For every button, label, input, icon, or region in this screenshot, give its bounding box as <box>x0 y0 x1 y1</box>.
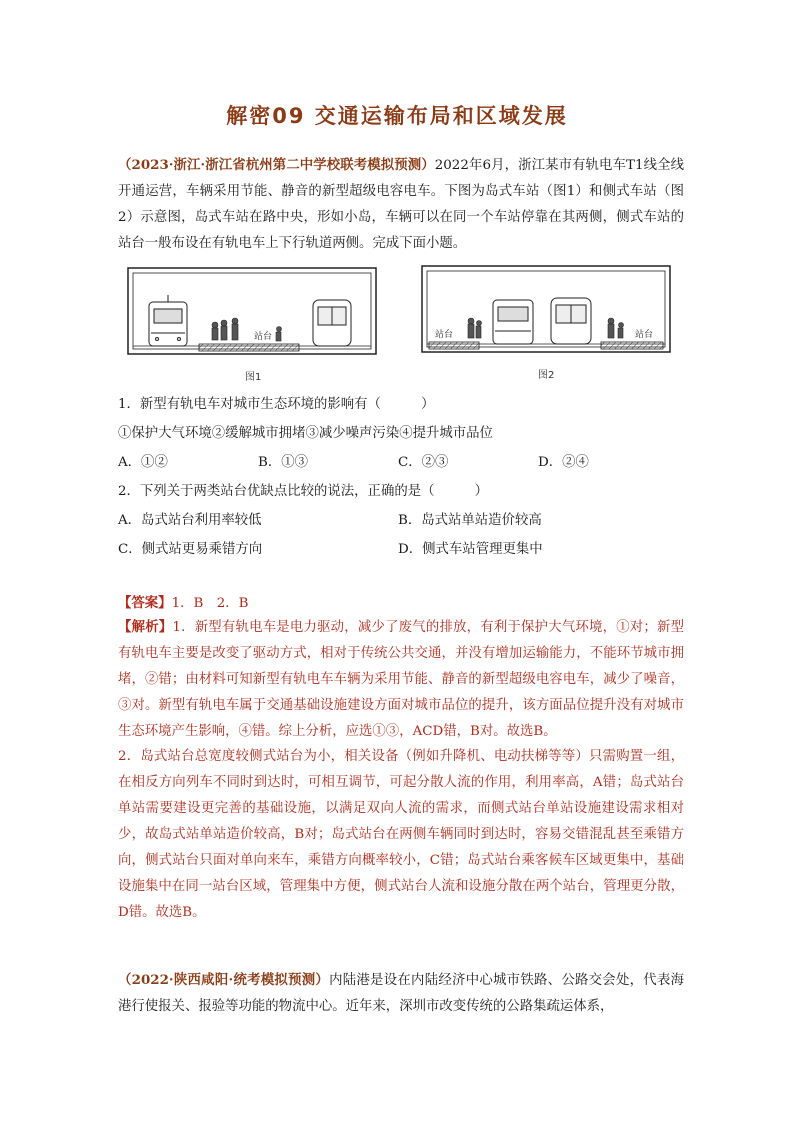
analysis-tag: 【解析】 <box>118 619 173 635</box>
q2-option-b: B．岛式站单站造价较高 <box>398 513 542 528</box>
analysis-text-1: 1．新型有轨电车是电力驱动，减少了废气的排放，有利于保护大气环境，①对；新型有轨电车主要是改变了驱动方式，相对于传统公共交通，并没有增加运输能力，不能环节城市拥堵，②错；由材料可知新型有轨电车车辆为采用节能、静音的新型超级电容电车，减少了噪音，③对。新型有轨电车属于交通基础设施建设方面对城市品位的提升，该方面品位提升没有对城市生态环境产生影响，④错。综上分析，应选①③，ACD错，B对。故选B。 <box>118 620 684 739</box>
fig2-platform-left <box>429 342 479 349</box>
fig1-tram-right <box>313 300 351 346</box>
q1-intro-text: 2022年6月，浙江某市有轨电车T1线全线开通运营，车辆采用节能、静音的新型超级电容电车。下图为岛式车站（图1）和侧式车站（图2）示意图，岛式车站在路中央，形如小岛，车辆可以在同一个车站停靠在其两侧，侧式车站的站台一般布设在有轨电车上下行轨道两侧。完成下面小题。 <box>118 158 684 251</box>
q2-option-d: D．侧式车站管理更集中 <box>398 542 543 557</box>
q2-intro-text: 内陆港是设在内陆经济中心城市铁路、公路交会处，代表海港行使报关、报验等功能的物流中心。近年来，深圳市改变传统的公路集疏运体系， <box>118 973 685 1014</box>
q2-option-c: C．侧式站更易乘错方向 <box>118 542 263 557</box>
analysis-part-2 <box>118 744 684 926</box>
question-1-items: ①保护大气环境②缓解城市拥堵③减少噪声污染④提升城市品位 <box>118 426 493 441</box>
fig2-tram-right <box>551 298 591 344</box>
answer-value: 1．B 2．B <box>171 596 249 611</box>
fig2-passengers-right <box>608 318 624 338</box>
page-title: 解密09 交通运输布局和区域发展 <box>226 104 568 128</box>
question-2-stem: 2．下列关于两类站台优缺点比较的说法，正确的是（ ） <box>118 484 489 499</box>
figure-2-side-station <box>421 265 671 355</box>
q1-option-d: D．②④ <box>538 455 589 470</box>
q1-option-b: B．①③ <box>258 455 309 470</box>
figure-2-caption: 图2 <box>538 370 555 381</box>
fig2-passengers-left <box>468 318 482 338</box>
q1-source: （2023·浙江·浙江省杭州第二中学校联考模拟预测） <box>118 157 435 173</box>
analysis-part-1 <box>118 614 684 745</box>
figure-1-island-station <box>127 267 377 357</box>
fig2-platform-label-right: 站台 <box>635 330 654 340</box>
q1-option-a: A．①② <box>118 455 168 470</box>
fig2-platform-right <box>601 342 663 349</box>
q1-option-c: C．②③ <box>398 455 449 470</box>
fig1-platform-label: 站台 <box>254 332 273 342</box>
fig2-tram-left <box>493 300 533 344</box>
fig2-platform-label-left: 站台 <box>435 330 454 340</box>
fig1-tram-left <box>149 295 187 346</box>
q1-intro <box>118 152 684 257</box>
q2-intro <box>118 967 684 1020</box>
analysis-text-2: 2．岛式站台总宽度较侧式站台为小，相关设备（例如升降机、电动扶梯等等）只需购置一组，在相反方向列车不同时到达时，可相互调节，可起分散人流的作用，利用率高，A错；岛式站台单站需要建设更完善的基础设施，以满足双向人流的需求，而侧式站台单站设施建设需求相对少，故岛式站单站造价较高，B对；岛式站台在两侧车辆同时到达时，容易交错混乱甚至乘错方向，侧式站台只面对单向来车，乘错方向概率较小，C错；岛式站台乘客候车区域更集中，基础设施集中在同一站台区域，管理集中方便，侧式站台人流和设施分散在两个站台，管理更分散，D错。故选B。 <box>118 749 684 920</box>
question-1-stem: 1．新型有轨电车对城市生态环境的影响有（ ） <box>118 397 435 412</box>
fig2-inner-frame <box>427 271 665 347</box>
answer-line <box>118 592 248 611</box>
figure-1-caption: 图1 <box>245 372 262 383</box>
fig1-platform <box>199 344 299 351</box>
answer-tag: 【答案】 <box>118 595 172 611</box>
q2-option-a: A．岛式站台利用率较低 <box>118 513 262 528</box>
q2-source: （2022·陕西咸阳·统考模拟预测） <box>118 972 330 988</box>
fig2-frame <box>422 266 670 352</box>
